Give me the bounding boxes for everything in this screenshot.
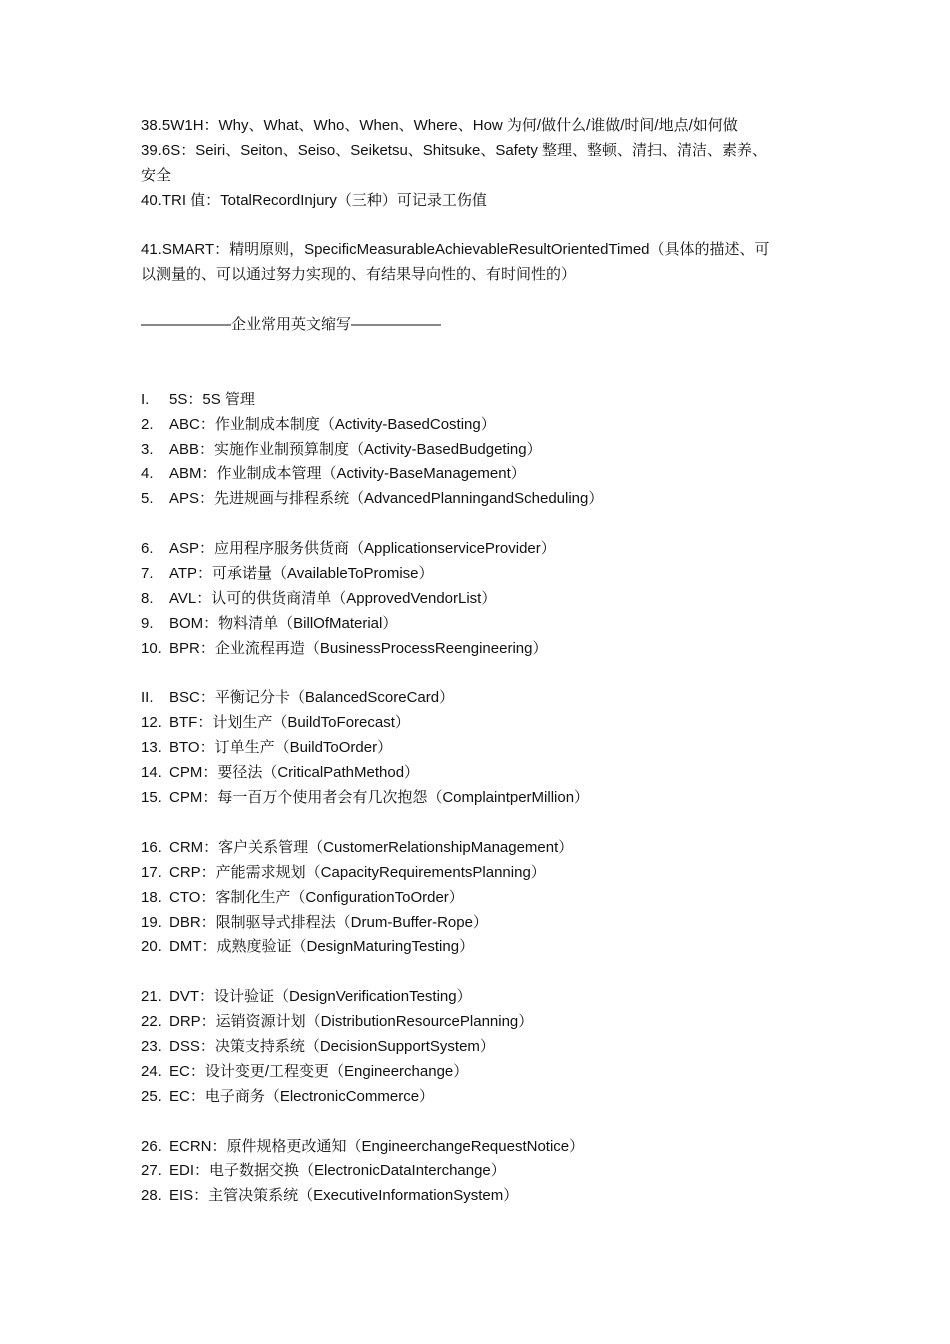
list-item (141, 413, 811, 438)
list-item-number: 17. (141, 863, 162, 881)
list-item-text: AVL：认可的供货商清单（ApprovedVendorList） (169, 589, 497, 607)
list-item-number: 28. (141, 1187, 162, 1205)
list-item-number: 16. (141, 838, 162, 856)
list-item (141, 911, 811, 936)
item-40-paragraph: 40.TRI 值：TotalRecordInjury（三种）可记录工伤值 (141, 191, 487, 209)
list-item-number: 23. (141, 1037, 162, 1055)
list-item-number: 15. (141, 789, 162, 807)
list-item-number: II. (141, 689, 154, 707)
list-item-number: 2. (141, 415, 154, 433)
list-item-text: DSS：决策支持系统（DecisionSupportSystem） (169, 1037, 495, 1055)
list-item-number: 26. (141, 1137, 162, 1155)
list-item-text: DBR：限制驱导式排程法（Drum-Buffer-Rope） (169, 913, 488, 931)
list-item-text: CTO：客制化生产（ConfigurationToOrder） (169, 888, 464, 906)
list-item-text: CRP：产能需求规划（CapacityRequirementsPlanning） (169, 863, 546, 881)
list-item-number: 9. (141, 614, 154, 632)
document-page (141, 114, 811, 1209)
spacer (141, 214, 811, 239)
list-item-text: CPM：要径法（CriticalPathMethod） (169, 764, 420, 782)
list-item (141, 388, 811, 413)
list-item-text: BOM：物料清单（BillOfMaterial） (169, 614, 398, 632)
list-item (141, 736, 811, 761)
list-item (141, 985, 811, 1010)
list-item-number: 6. (141, 540, 154, 558)
list-item (141, 587, 811, 612)
list-item (141, 1159, 811, 1184)
list-item-number: 13. (141, 739, 162, 757)
list-item-text: ECRN：原件规格更改通知（EngineerchangeRequestNotice） (169, 1137, 585, 1155)
spacer (141, 512, 811, 537)
list-item-text: BTF：计划生产（BuildToForecast） (169, 714, 410, 732)
item-39-paragraph-line-2: 安全 (141, 166, 172, 184)
list-item (141, 861, 811, 886)
list-item-number: 12. (141, 714, 162, 732)
list-item-number: 5. (141, 490, 154, 508)
list-item (141, 1085, 811, 1110)
list-item-number: 24. (141, 1062, 162, 1080)
list-item-text: EIS：主管决策系统（ExecutiveInformationSystem） (169, 1187, 519, 1205)
list-item-number: 19. (141, 913, 162, 931)
list-item-number: 22. (141, 1013, 162, 1031)
list-item (141, 786, 811, 811)
list-item-text: ABM：作业制成本管理（Activity-BaseManagement） (169, 465, 526, 483)
list-item-text: DVT：设计验证（DesignVerificationTesting） (169, 988, 472, 1006)
list-item-text: DMT：成熟度验证（DesignMaturingTesting） (169, 938, 475, 956)
list-item-number: 7. (141, 565, 154, 583)
list-item-number: 14. (141, 764, 162, 782)
list-item-text: DRP：运销资源计划（DistributionResourcePlanning） (169, 1013, 534, 1031)
list-item-text: EC：电子商务（ElectronicCommerce） (169, 1087, 435, 1105)
list-item (141, 886, 811, 911)
list-item-text: ABB：实施作业制预算制度（Activity-BasedBudgeting） (169, 440, 542, 458)
list-item-text: 5S：5S 管理 (169, 390, 255, 408)
list-item-number: 4. (141, 465, 154, 483)
list-item (141, 1184, 811, 1209)
list-item-number: 21. (141, 988, 162, 1006)
list-item-number: 27. (141, 1162, 162, 1180)
list-item-text: BTO：订单生产（BuildToOrder） (169, 739, 393, 757)
spacer (141, 1110, 811, 1135)
list-item-text: CPM：每一百万个使用者会有几次抱怨（ComplaintperMillion） (169, 789, 590, 807)
item-39-paragraph-line-1: 39.6S：Seiri、Seiton、Seiso、Seiketsu、Shitsuke、Safety 整理、整顿、清扫、清洁、素养、 (141, 141, 768, 159)
item-41-paragraph-line-2: 以测量的、可以通过努力实现的、有结果导向性的、有时间性的） (141, 266, 577, 284)
item-38-paragraph: 38.5W1H：Why、What、Who、When、Where、How 为何/做什么/谁做/时间/地点/如何做 (141, 117, 738, 134)
list-item-number: 20. (141, 938, 162, 956)
list-item (141, 1135, 811, 1160)
list-item-text: ASP：应用程序服务供货商（ApplicationserviceProvider） (169, 540, 556, 558)
spacer (141, 960, 811, 985)
section-title: ——————企业常用英文缩写—————— (141, 316, 442, 334)
list-item-number: 8. (141, 589, 154, 607)
list-item (141, 637, 811, 662)
list-item-text: ATP：可承诺量（AvailableToPromise） (169, 565, 434, 583)
list-item (141, 487, 811, 512)
spacer (141, 662, 811, 687)
list-item (141, 836, 811, 861)
spacer (141, 338, 811, 363)
list-item (141, 1060, 811, 1085)
spacer (141, 811, 811, 836)
spacer (141, 288, 811, 313)
list-item-text: BPR：企业流程再造（BusinessProcessReengineering） (169, 639, 548, 657)
list-item (141, 1010, 811, 1035)
list-item (141, 1035, 811, 1060)
list-item (141, 562, 811, 587)
list-item (141, 537, 811, 562)
list-item-text: APS：先进规画与排程系统（AdvancedPlanningandScheduling） (169, 490, 604, 508)
spacer (141, 363, 811, 388)
list-item-number: 25. (141, 1087, 162, 1105)
list-item (141, 462, 811, 487)
list-item (141, 612, 811, 637)
list-item (141, 761, 811, 786)
list-item-number: 18. (141, 888, 162, 906)
list-item (141, 686, 811, 711)
list-item-number: I. (141, 390, 150, 408)
list-item (141, 935, 811, 960)
list-item-text: EDI：电子数据交换（ElectronicDataInterchange） (169, 1162, 506, 1180)
abbreviation-list (141, 388, 811, 1209)
list-item (141, 711, 811, 736)
list-item-number: 10. (141, 639, 162, 657)
list-item-text: CRM：客户关系管理（CustomerRelationshipManagement） (169, 838, 574, 856)
item-41-paragraph-line-1: 41.SMART：精明原则，SpecificMeasurableAchievableResultOrientedTimed（具体的描述、可 (141, 241, 770, 259)
list-item-number: 3. (141, 440, 154, 458)
list-item (141, 438, 811, 463)
list-item-text: ABC：作业制成本制度（Activity-BasedCosting） (169, 415, 496, 433)
list-item-text: BSC：平衡记分卡（BalancedScoreCard） (169, 689, 455, 707)
list-item-text: EC：设计变更/工程变更（Engineerchange） (169, 1062, 469, 1080)
